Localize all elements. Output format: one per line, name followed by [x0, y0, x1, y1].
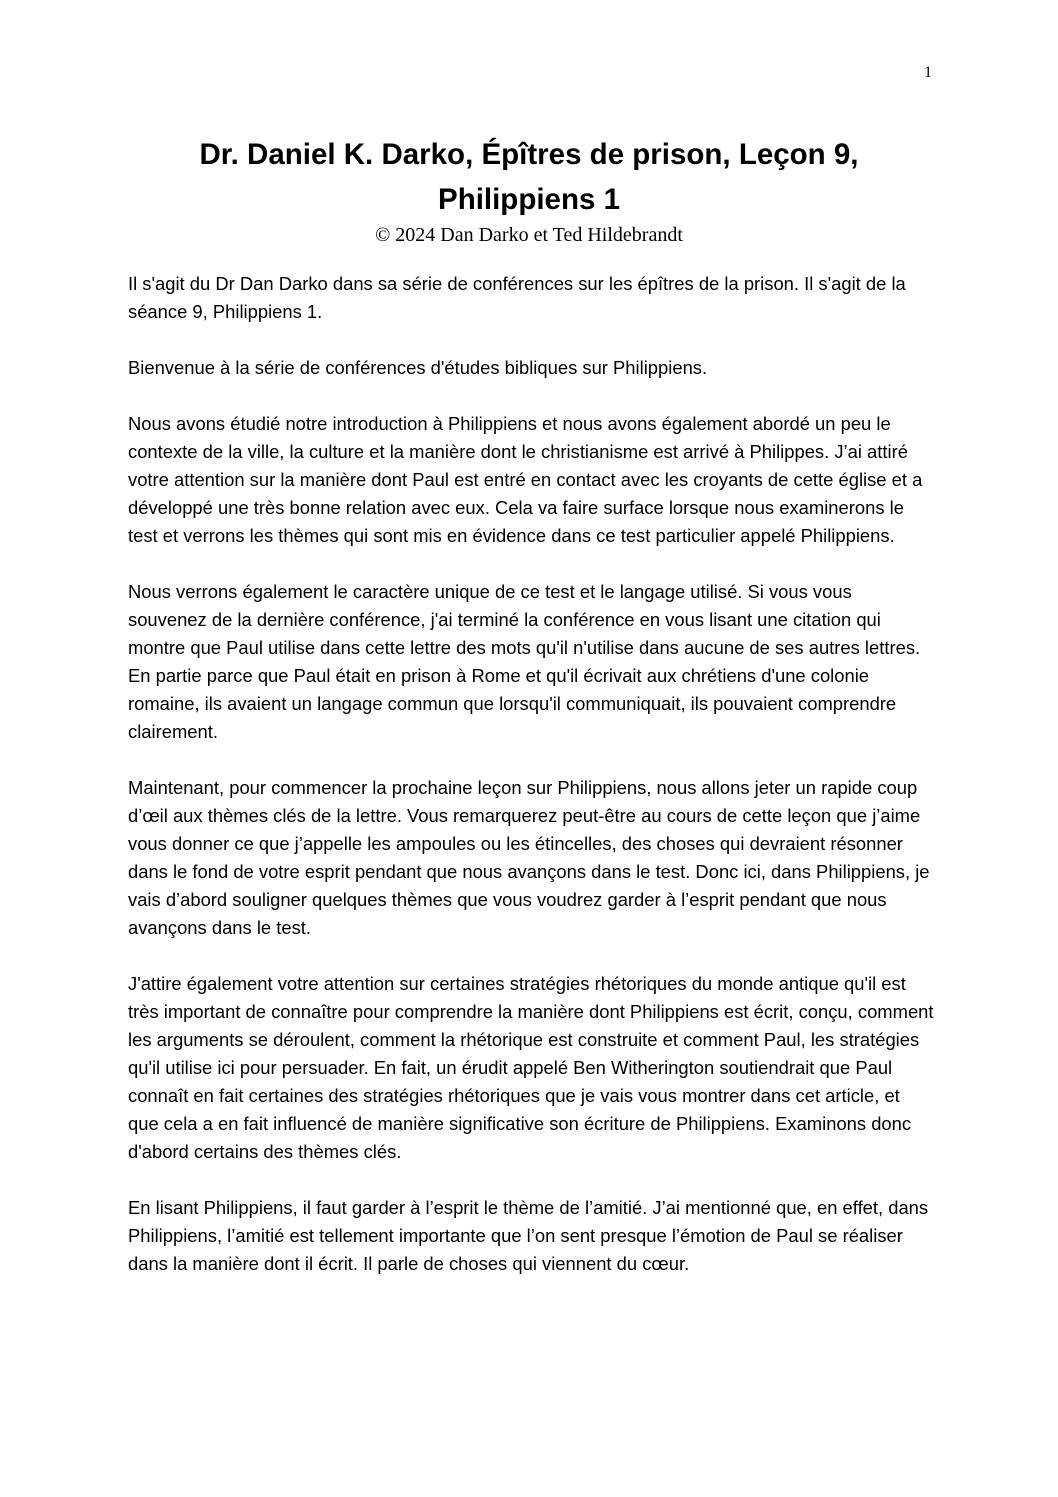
paragraph: J'attire également votre attention sur certaines stratégies rhétoriques du monde antique qu'il est très important de connaître pour comprendre la manière dont Philippiens est écrit, conçu, comment les arguments se déroulent, comment la rhétorique est construite et comment Paul, les stratégies qu'il utilise ici pour persuader. En fait, un érudit appelé Ben Witherington soutiendrait que Paul connaît en fait certaines des stratégies rhétoriques que je vais vous montrer dans cet article, et que cela a en fait influencé de manière significative son écriture de Philippiens. Examinons donc d'abord certains des thèmes clés.: [128, 973, 934, 1162]
paragraph: Maintenant, pour commencer la prochaine leçon sur Philippiens, nous allons jeter un rapide coup d’œil aux thèmes clés de la lettre. Vous remarquerez peut-être au cours de cette leçon que j’aime vous donner ce que j’appelle les ampoules ou les étincelles, des choses qui devraient résonner dans le fond de votre esprit pendant que nous avançons dans le test. Donc ici, dans Philippiens, je vais d’abord souligner quelques thèmes que vous voudrez garder à l’esprit pendant que nous avançons dans le test.: [128, 777, 930, 938]
page-number: 1: [924, 64, 932, 81]
paragraph: Il s'agit du Dr Dan Darko dans sa série de conférences sur les épîtres de la prison. Il s'agit de la séance 9, Philippiens 1.: [128, 273, 906, 322]
paragraph: Bienvenue à la série de conférences d'études bibliques sur Philippiens.: [128, 357, 708, 378]
document-title: Dr. Daniel K. Darko, Épîtres de prison, Leçon 9, Philippiens 1: [199, 138, 859, 216]
document-body: [128, 270, 934, 1306]
paragraph: Nous verrons également le caractère unique de ce test et le langage utilisé. Si vous vous souvenez de la dernière conférence, j'ai terminé la conférence en vous lisant une citation qui montre que Paul utilise dans cette lettre des mots qu'il n'utilise dans aucune de ses autres lettres. En partie parce que Paul était en prison à Rome et qu'il écrivait aux chrétiens d'une colonie romaine, ils avaient un langage commun que lorsqu'il communiquait, ils pouvaient comprendre clairement.: [128, 581, 921, 742]
paragraph: Nous avons étudié notre introduction à Philippiens et nous avons également abordé un peu le contexte de la ville, la culture et la manière dont le christianisme est arrivé à Philippes. J’ai attiré votre attention sur la manière dont Paul est entré en contact avec les croyants de cette église et a développé une très bonne relation avec eux. Cela va faire surface lorsque nous examinerons le test et verrons les thèmes qui sont mis en évidence dans ce test particulier appelé Philippiens.: [128, 413, 923, 546]
copyright-line: © 2024 Dan Darko et Ted Hildebrandt: [375, 224, 683, 246]
paragraph: En lisant Philippiens, il faut garder à l’esprit le thème de l’amitié. J’ai mentionné que, en effet, dans Philippiens, l’amitié est tellement importante que l’on sent presque l’émotion de Paul se réaliser dans la manière dont il écrit. Il parle de choses qui viennent du cœur.: [128, 1197, 929, 1274]
